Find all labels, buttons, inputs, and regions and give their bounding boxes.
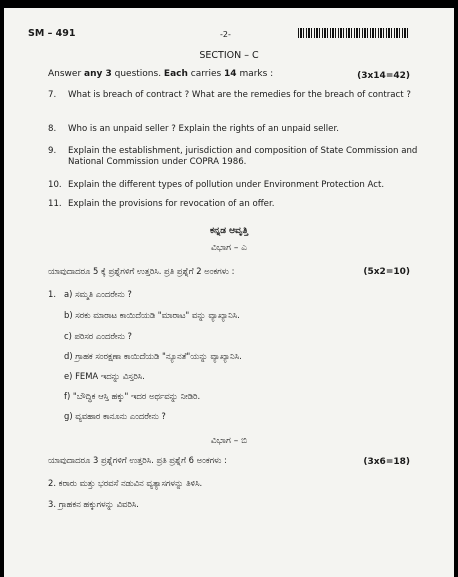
- question-8: 8. Who is an unpaid seller ? Explain the rights of an unpaid seller.: [48, 124, 339, 134]
- kannada-version-title: ಕನ್ನಡ ಆವೃತ್ತಿ: [209, 226, 249, 236]
- section-c-title: SECTION – C: [199, 50, 259, 61]
- part-b-instruction: ಯಾವುದಾದರೂ 3 ಪ್ರಶ್ನೆಗಳಿಗೆ ಉತ್ತರಿಸಿ. ಪ್ರತಿ ಪ್ರಶ್ನೆಗೆ 6 ಅಂಕಗಳು :: [48, 455, 227, 465]
- sub-question-e: e) FEMA ಇದನ್ನು ವಿಸ್ತರಿಸಿ.: [64, 371, 145, 381]
- sub-question-b: b) ಸರಕು ಮಾರಾಟ ಕಾಯಿದೆಯಡಿ "ಮಾರಾಟ" ವನ್ನು ವ್ಯಾಖ್ಯಾನಿಸಿ.: [64, 310, 240, 320]
- sub-question-f: f) "ಬೌದ್ಧಿಕ ಆಸ್ತಿ ಹಕ್ಕು" ಇದರ ಅರ್ಥವನ್ನು ನೀಡಿರಿ.: [64, 391, 201, 401]
- part-b-marks: (3x6=18): [363, 457, 410, 467]
- question-11: 11. Explain the provisions for revocation of an offer.: [48, 199, 275, 209]
- part-a-instruction: ಯಾವುದಾದರೂ 5 ಕ್ಕೆ ಪ್ರಶ್ನೆಗಳಿಗೆ ಉತ್ತರಿಸಿ. ಪ್ರತಿ ಪ್ರಶ್ನೆಗೆ 2 ಅಂಕಗಳು :: [48, 266, 235, 276]
- section-c-marks: (3x14=42): [357, 71, 410, 81]
- question-10: 10. Explain the different types of pollution under Environment Protection Act.: [48, 180, 385, 190]
- section-c-instruction: Answer any 3 questions. Each carries 14 marks :: [48, 69, 274, 79]
- sub-question-g: g) ವ್ಯವಹಾರ ಕಾನೂನು ಎಂದರೇನು ?: [64, 411, 166, 421]
- question-1-number: 1.: [48, 289, 56, 299]
- sub-question-a: a) ಸಮ್ಮತಿ ಎಂದರೇನು ?: [64, 289, 132, 299]
- question-9: 9. Explain the establishment, jurisdiction and composition of State Commission and National Commission under COPRA 1986.: [48, 146, 418, 167]
- sub-question-c: c) ಪರಿಸರ ಎಂದರೇನು ?: [64, 331, 132, 341]
- question-3: 3. ಗ್ರಾಹಕನ ಹಕ್ಕುಗಳನ್ನು ವಿವರಿಸಿ.: [48, 499, 139, 509]
- paper-code: SM – 491: [28, 28, 76, 39]
- part-a-marks: (5x2=10): [363, 267, 410, 277]
- sub-question-d: d) ಗ್ರಾಹಕ ಸಂರಕ್ಷಣಾ ಕಾಯಿದೆಯಡಿ "ನ್ಯೂನತೆ"ಯನ್ನು ವ್ಯಾಖ್ಯಾನಿಸಿ.: [64, 351, 242, 361]
- question-2: 2. ಕರಾರು ಮತ್ತು ಭರವಸೆ ನಡುವಿನ ವ್ಯತ್ಯಾಸಗಳನ್ನು ತಿಳಿಸಿ.: [48, 478, 203, 488]
- page-number: -2-: [220, 30, 231, 39]
- part-a-title: ವಿಭಾಗ – ಎ: [211, 243, 247, 253]
- part-b-title: ವಿಭಾಗ – ಬಿ: [210, 436, 248, 446]
- question-7: 7. What is breach of contract ? What are the remedies for the breach of contract ?: [48, 90, 411, 100]
- exam-page: [4, 8, 454, 577]
- barcode: [298, 28, 410, 38]
